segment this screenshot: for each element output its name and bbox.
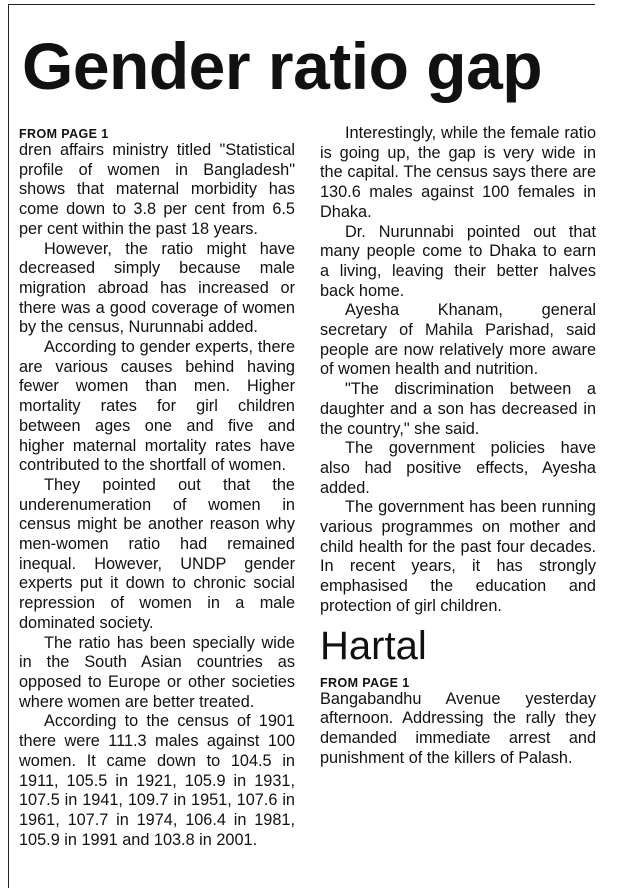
paragraph: Interestingly, while the female ratio is going up, the gap is very wide in the capital. The census says there are 130.6 males against 100 females in Dhaka.: [320, 124, 596, 221]
paragraph: Bangabandhu Avenue yesterday afternoon. Addressing the rally they demanded immediate arrest and punishment of the killers of Palash.: [320, 689, 596, 767]
paragraph: Ayesha Khanam, general secretary of Mahila Parishad, said people are now relatively more aware of women health and nutrition.: [320, 301, 596, 379]
from-page-label: FROM PAGE 1: [320, 675, 410, 690]
paragraph: According to the census of 1901 there were 111.3 males against 100 women. It came down to 104.5 in 1911, 105.5 in 1921, 105.9 in 1931, 107.5 in 1941, 109.7 in 1951, 107.6 in 1961, 107.7 in 1974, 106.4 in 1981, 105.9 in 1991 and 103.8 in 2001.: [19, 712, 295, 849]
paragraph: The government policies have also had positive effects, Ayesha added.: [320, 439, 596, 497]
paragraph: "The discrimination between a daughter and a son has decreased in the country," she said.: [320, 380, 596, 438]
left-rule: [8, 4, 9, 888]
paragraph: Dr. Nurunnabi pointed out that many people come to Dhaka to earn a living, leaving their better halves back home.: [320, 222, 596, 300]
paragraph: dren affairs ministry titled "Statistical profile of women in Bangladesh" shows that maternal morbidity has come down to 3.8 per cent from 6.5 per cent within the past 18 years.: [19, 141, 295, 238]
paragraph: According to gender experts, there are various causes behind having fewer women than men. Higher mortality rates for girl children between ages one and five and higher maternal mortality rates have contributed to the shortfall of women.: [19, 338, 295, 475]
paragraph: However, the ratio might have decreased simply because male migration abroad has increased or there was a good coverage of women by the census, Nurunnabi added.: [19, 239, 295, 337]
paragraph: They pointed out that the underenumeration of women in census might be another reason why men-women ratio had remained inequal. However, UNDP gender experts put it down to chronic social repression of women in a male dominated society.: [19, 475, 295, 632]
headline: Gender ratio gap: [22, 29, 543, 103]
paragraph: The ratio has been specially wide in the South Asian countries as opposed to Europe or other societies where women are better treated.: [19, 633, 295, 711]
top-rule: [8, 4, 595, 5]
hartal-headline: Hartal: [320, 623, 427, 668]
from-page-label: FROM PAGE 1: [19, 127, 109, 141]
column-left: [19, 124, 295, 850]
paragraph: The government has been running various programmes on mother and child health for the past four decades. In recent years, it has strongly emphasised the education and protection of girl children.: [320, 498, 596, 615]
column-right: [320, 124, 596, 768]
